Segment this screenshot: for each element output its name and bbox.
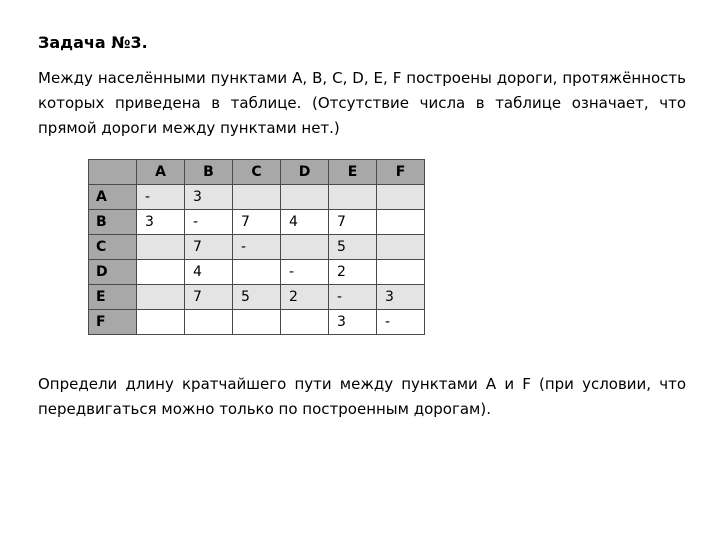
table-cell: 3 <box>377 285 425 310</box>
table-cell: 7 <box>233 210 281 235</box>
table-row <box>89 260 425 285</box>
table-cell: 3 <box>137 210 185 235</box>
column-header: E <box>329 160 377 185</box>
table-cell: 3 <box>185 185 233 210</box>
table-cell: 7 <box>185 235 233 260</box>
table-cell <box>233 185 281 210</box>
table-cell: 4 <box>281 210 329 235</box>
table-cell <box>329 185 377 210</box>
table-row <box>89 210 425 235</box>
table-cell <box>137 310 185 335</box>
table-cell: 7 <box>329 210 377 235</box>
column-header: B <box>185 160 233 185</box>
table-cell: - <box>185 210 233 235</box>
table-cell: 3 <box>329 310 377 335</box>
table-cell: 5 <box>233 285 281 310</box>
table-cell <box>377 210 425 235</box>
table-cell: - <box>137 185 185 210</box>
table-cell <box>377 235 425 260</box>
row-header: D <box>89 260 137 285</box>
table-cell: - <box>329 285 377 310</box>
table-cell <box>137 235 185 260</box>
table-cell: 5 <box>329 235 377 260</box>
row-header: F <box>89 310 137 335</box>
table-cell <box>137 285 185 310</box>
table-row <box>89 235 425 260</box>
table-cell <box>233 260 281 285</box>
table-corner-cell <box>89 160 137 185</box>
table-row <box>89 185 425 210</box>
table-cell <box>281 235 329 260</box>
table-cell <box>185 310 233 335</box>
column-header: F <box>377 160 425 185</box>
table-row <box>89 310 425 335</box>
row-header: A <box>89 185 137 210</box>
table-cell: 2 <box>281 285 329 310</box>
distance-table <box>88 159 425 335</box>
row-header: B <box>89 210 137 235</box>
table-cell: 2 <box>329 260 377 285</box>
table-cell: - <box>281 260 329 285</box>
table-cell: 4 <box>185 260 233 285</box>
table-cell: 7 <box>185 285 233 310</box>
row-header: C <box>89 235 137 260</box>
column-header: C <box>233 160 281 185</box>
table-cell: - <box>233 235 281 260</box>
row-header: E <box>89 285 137 310</box>
table-cell: - <box>377 310 425 335</box>
table-cell <box>281 310 329 335</box>
task-intro: Между населёнными пунктами A, B, C, D, E, F построены дороги, протяжённость которых приведена в таблице. (Отсутствие числа в таблице означает, что прямой дороги между пунктами нет.) <box>38 69 686 137</box>
column-header: A <box>137 160 185 185</box>
table-header-row <box>89 160 425 185</box>
table-cell <box>377 185 425 210</box>
table-row <box>89 285 425 310</box>
task-title: Задача №3. <box>38 33 148 52</box>
table-cell <box>377 260 425 285</box>
table-cell <box>137 260 185 285</box>
table-cell <box>281 185 329 210</box>
task-question: Определи длину кратчайшего пути между пунктами A и F (при условии, что передвигаться можно только по построенным дорогам). <box>38 375 686 418</box>
column-header: D <box>281 160 329 185</box>
table-cell <box>233 310 281 335</box>
